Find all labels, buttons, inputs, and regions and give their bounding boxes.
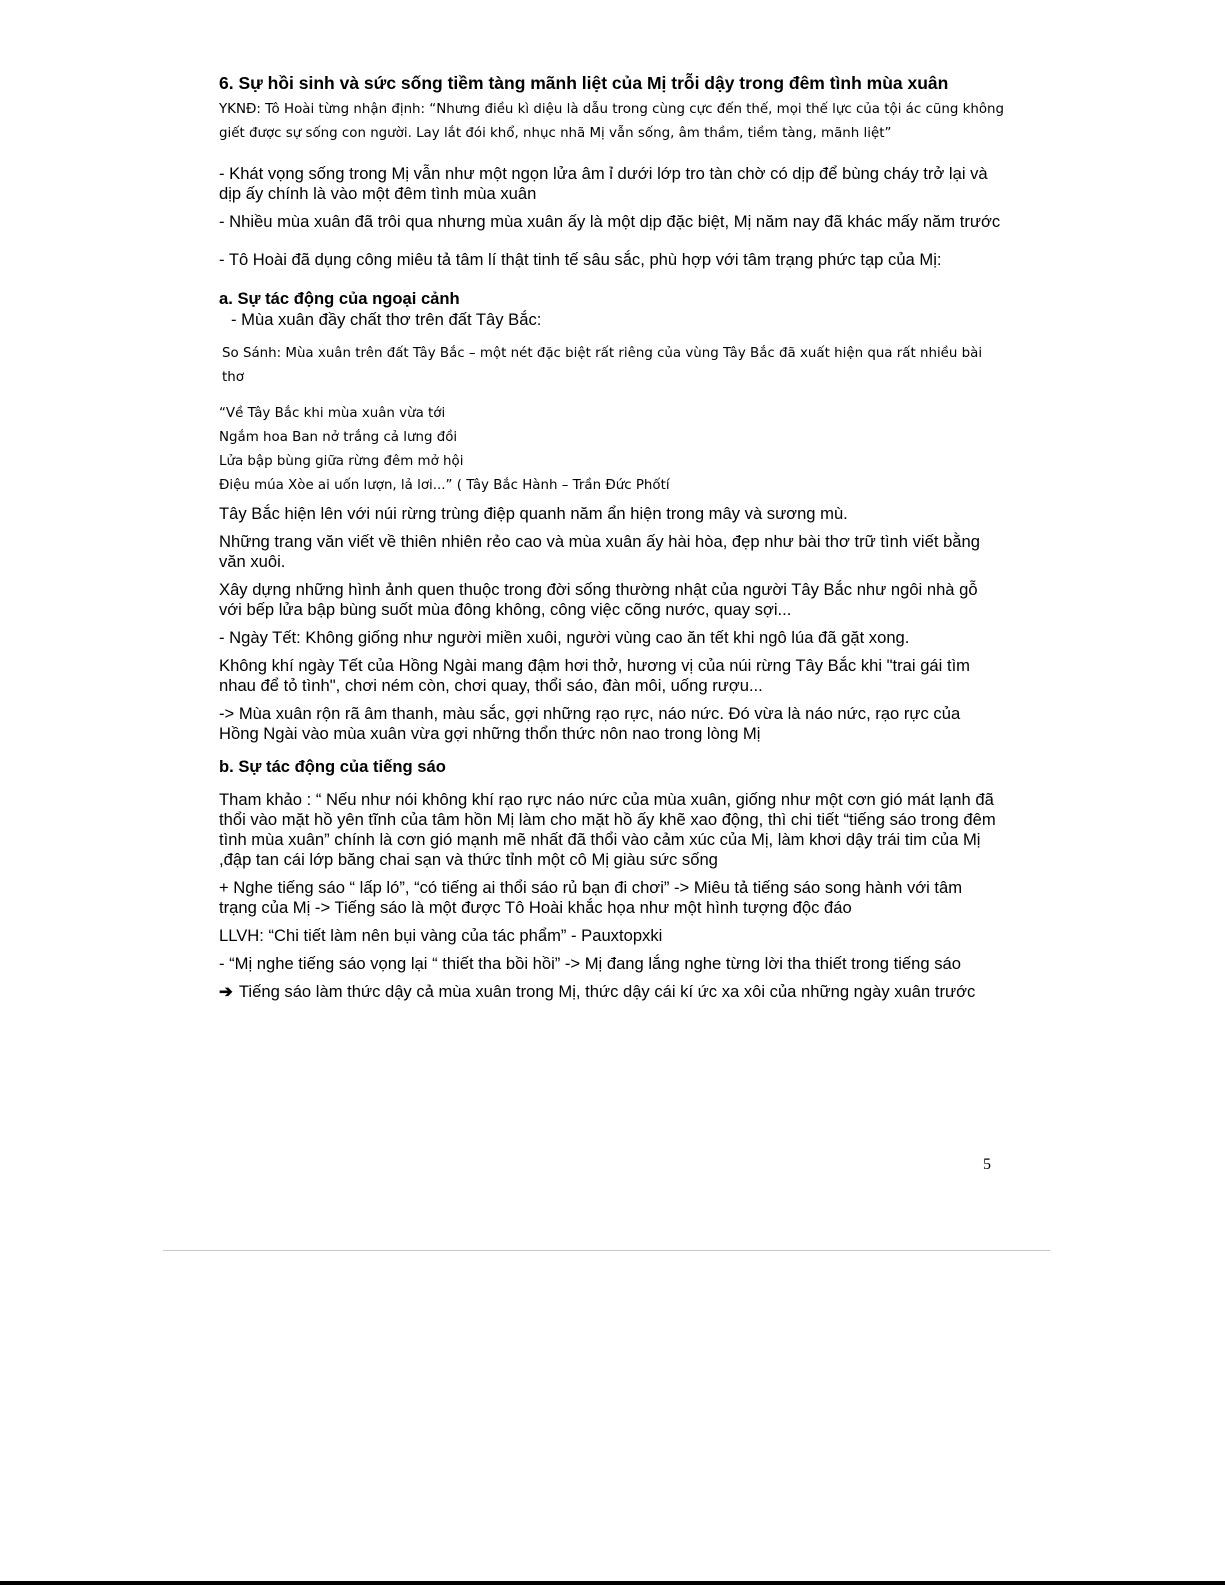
yknd-paragraph: YKNĐ: Tô Hoài từng nhận định: “Nhưng điều kì diệu là dẫu trong cùng cực đến thế, mọi thế lực của tội ác cũng không giết được sự sống con người. Lay lắt đói khổ, nhục nhã Mị vẫn sống, âm thầm, tiềm tàng, mãnh liệt” xyxy=(219,102,1005,141)
paragraph: Những trang văn viết về thiên nhiên rẻo cao và mùa xuân ấy hài hòa, đẹp như bài thơ trữ tình viết bằng văn xuôi. xyxy=(219,532,980,571)
bottom-border xyxy=(0,1581,1225,1585)
paragraph: Không khí ngày Tết của Hồng Ngài mang đậm hơi thở, hương vị của núi rừng Tây Bắc khi "trai gái tìm nhau để tỏ tình", chơi ném còn, chơi quay, thổi sáo, đàn môi, uống rượu... xyxy=(219,656,971,695)
paragraph-text: Tiếng sáo làm thức dậy cả mùa xuân trong Mị, thức dậy cái kí ức xa xôi của những ngày xuân trước xyxy=(238,982,976,1001)
page-divider xyxy=(163,1250,1050,1251)
page-number: 5 xyxy=(983,1156,991,1173)
paragraph: - Khát vọng sống trong Mị vẫn như một ngọn lửa âm ỉ dưới lớp tro tàn chờ có dịp để bùng cháy trở lại và dịp ấy chính là vào một đêm tình mùa xuân xyxy=(219,164,988,203)
poem-quote xyxy=(219,402,1004,498)
paragraph: - Ngày Tết: Không giống như người miền xuôi, người vùng cao ăn tết khi ngô lúa đã gặt xong. xyxy=(219,628,910,647)
paragraph: - Nhiều mùa xuân đã trôi qua nhưng mùa xuân ấy là một dịp đặc biệt, Mị năm nay đã khác mấy năm trước xyxy=(219,212,1001,231)
paragraph: - Tô Hoài đã dụng công miêu tả tâm lí thật tinh tế sâu sắc, phù hợp với tâm trạng phức tạp của Mị: xyxy=(219,250,942,269)
paragraph xyxy=(219,982,1004,1002)
arrow-icon: ➔ xyxy=(219,982,233,1001)
paragraph: -> Mùa xuân rộn rã âm thanh, màu sắc, gợi những rạo rực, náo nức. Đó vừa là náo nức, rạo rực của Hồng Ngài vào mùa xuân vừa gợi những thổn thức nôn nao trong lòng Mị xyxy=(219,704,961,743)
poem-line: Ngắm hoa Ban nở trắng cả lưng đồi xyxy=(219,430,458,445)
poem-line: Điệu múa Xòe ai uốn lượn, lả lơi...” ( Tây Bắc Hành – Trần Đức Phốtí xyxy=(219,478,670,493)
section-6-heading: 6. Sự hồi sinh và sức sống tiềm tàng mãnh liệt của Mị trỗi dậy trong đêm tình mùa xuân xyxy=(219,73,949,93)
poem-line: “Về Tây Bắc khi mùa xuân vừa tới xyxy=(219,406,446,421)
paragraph: LLVH: “Chi tiết làm nên bụi vàng của tác phẩm” - Pauxtopxki xyxy=(219,926,663,945)
section-a-heading: a. Sự tác động của ngoại cảnh xyxy=(219,289,460,308)
paragraph: + Nghe tiếng sáo “ lấp ló”, “có tiếng ai thổi sáo rủ bạn đi chơi” -> Miêu tả tiếng sáo song hành với tâm trạng của Mị -> Tiếng sáo là một được Tô Hoài khắc họa như một hình tượng độc đáo xyxy=(219,878,963,917)
section-b-heading: b. Sự tác động của tiếng sáo xyxy=(219,757,446,776)
poem-line: Lửa bập bùng giữa rừng đêm mở hội xyxy=(219,454,464,469)
paragraph: Tây Bắc hiện lên với núi rừng trùng điệp quanh năm ẩn hiện trong mây và sương mù. xyxy=(219,504,848,523)
paragraph: - “Mị nghe tiếng sáo vọng lại “ thiết tha bồi hồi” -> Mị đang lắng nghe từng lời tha thiết trong tiếng sáo xyxy=(219,954,961,973)
paragraph: Tham khảo : “ Nếu như nói không khí rạo rực náo nức của mùa xuân, giống như một cơn gió mát lạnh đã thổi vào mặt hồ yên tĩnh của tâm hồn Mị làm cho mặt hồ ấy khẽ xao động, thì chi tiết “tiếng sáo trong đêm tình mùa xuân” chính là cơn gió mạnh mẽ nhất đã thổi vào cảm xúc của Mị, làm khơi dậy trái tim của Mị ,đập tan cái lớp băng chai sạn và thức tỉnh một cô Mị giàu sức sống xyxy=(219,790,996,869)
paragraph: Xây dựng những hình ảnh quen thuộc trong đời sống thường nhật của người Tây Bắc như ngôi nhà gỗ với bếp lửa bập bùng suốt mùa đông không, công việc cõng nước, quay sợi... xyxy=(219,580,978,619)
comparison-paragraph: So Sánh: Mùa xuân trên đất Tây Bắc – một nét đặc biệt rất riêng của vùng Tây Bắc đã xuất hiện qua rất nhiều bài thơ xyxy=(222,346,983,385)
page-content xyxy=(219,72,1004,1002)
paragraph: - Mùa xuân đầy chất thơ trên đất Tây Bắc: xyxy=(231,310,542,329)
